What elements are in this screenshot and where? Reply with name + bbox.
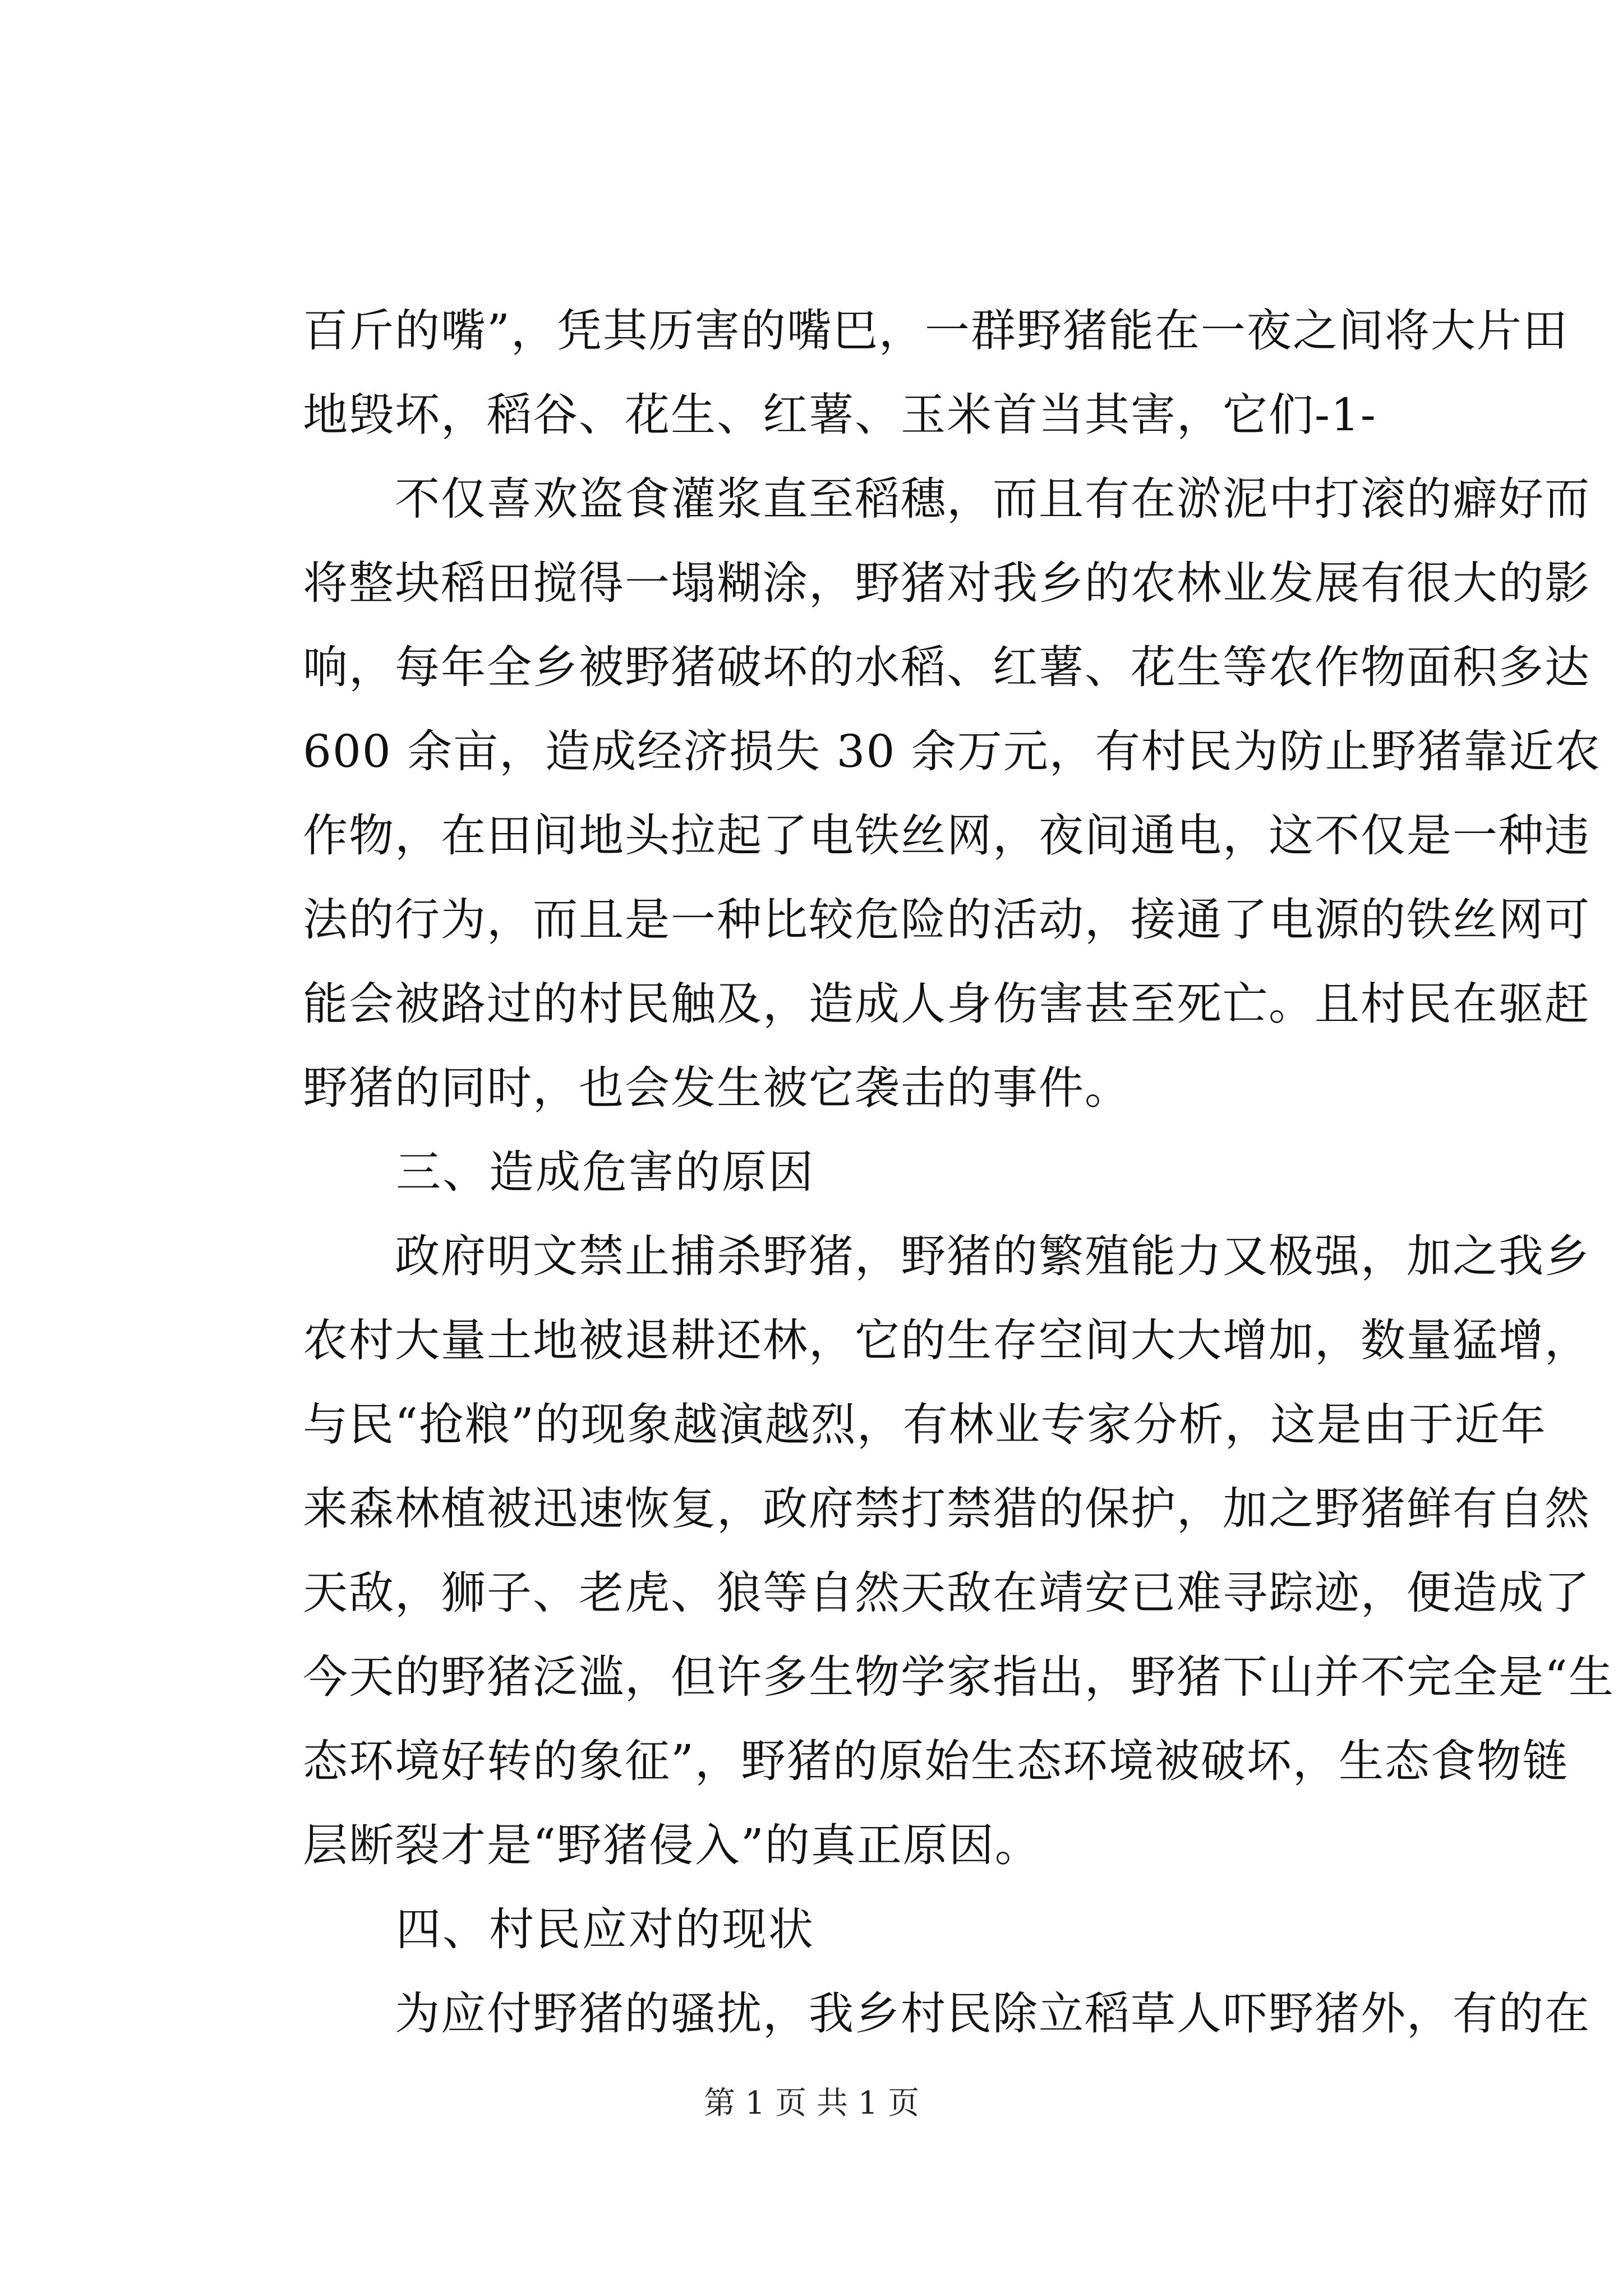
text-line: 与民“抢粮”的现象越演越烈，有林业专家分析，这是由于近年 bbox=[303, 1398, 1547, 1451]
text-line: 层断裂才是“野猪侵入”的真正原因。 bbox=[303, 1819, 1041, 1871]
text-line: 今天的野猪泛滥，但许多生物学家指出，野猪下山并不完全是“生 bbox=[303, 1651, 1615, 1703]
page-footer bbox=[0, 2081, 1623, 2126]
text-line: 农村大量土地被退耕还林，它的生存空间大大增加，数量猛增， bbox=[303, 1314, 1590, 1366]
section-heading: 三、造成危害的原因 bbox=[303, 1146, 815, 1198]
text-line: 政府明文禁止捕杀野猪，野猪的繁殖能力又极强，加之我乡 bbox=[303, 1230, 1590, 1282]
text-line: 响，每年全乡被野猪破坏的水稻、红薯、花生等农作物面积多达 bbox=[303, 641, 1590, 693]
text-line: 为应付野猪的骚扰，我乡村民除立稻草人吓野猪外，有的在 bbox=[303, 1987, 1590, 2040]
text-line: 天敌，狮子、老虎、狼等自然天敌在靖安已难寻踪迹，便造成了 bbox=[303, 1567, 1590, 1619]
text-line: 来森林植被迅速恢复，政府禁打禁猎的保护，加之野猪鲜有自然 bbox=[303, 1483, 1590, 1535]
text-line: 将整块稻田搅得一塌糊涂，野猪对我乡的农林业发展有很大的影 bbox=[303, 557, 1590, 609]
text-line: 作物，在田间地头拉起了电铁丝网，夜间通电，这不仅是一种违 bbox=[303, 809, 1590, 862]
text-line: 能会被路过的村民触及，造成人身伤害甚至死亡。且村民在驱赶 bbox=[303, 978, 1590, 1030]
text-line: 地毁坏，稻谷、花生、红薯、玉米首当其害，它们-1- bbox=[303, 389, 1377, 441]
section-heading: 四、村民应对的现状 bbox=[303, 1903, 815, 1955]
page-indicator: 第 1 页 共 1 页 bbox=[703, 2085, 920, 2122]
text-line: 不仅喜欢盗食灌浆直至稻穗，而且有在淤泥中打滚的癖好而 bbox=[303, 473, 1590, 525]
text-line: 百斤的嘴”，凭其历害的嘴巴，一群野猪能在一夜之间将大片田 bbox=[303, 305, 1569, 357]
text-line: 600 余亩，造成经济损失 30 余万元，有村民为防止野猪靠近农 bbox=[303, 725, 1601, 777]
text-line: 野猪的同时，也会发生被它袭击的事件。 bbox=[303, 1062, 1131, 1114]
body-text bbox=[303, 289, 1615, 2056]
text-line: 态环境好转的象征”，野猪的原始生态环境被破坏，生态食物链 bbox=[303, 1735, 1569, 1787]
text-line: 法的行为，而且是一种比较危险的活动，接通了电源的铁丝网可 bbox=[303, 894, 1590, 946]
